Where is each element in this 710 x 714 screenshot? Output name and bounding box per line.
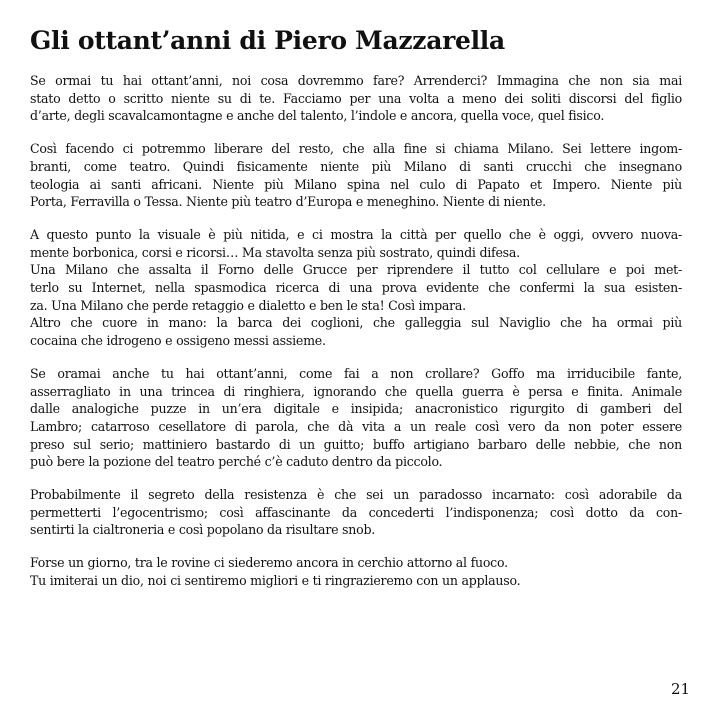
text-line: sentirti la cialtroneria e così popolano da risultare snob. xyxy=(30,522,376,538)
text-line: branti, come teatro. Quindi fisicamente niente più Milano di santi crucchi che insegnano xyxy=(30,158,682,174)
text-line: può bere la pozione del teatro perché c’è caduto dentro da piccolo. xyxy=(30,454,443,470)
text-line: za. Una Milano che perde retaggio e dialetto e ben le sta! Così impara. xyxy=(30,297,466,313)
text-line: cocaina che idrogeno e ossigeno messi assieme. xyxy=(30,333,326,349)
text-line: Una Milano che assalta il Forno delle Grucce per riprendere il tutto col cellulare e poi met- xyxy=(30,262,682,278)
text-line: Altro che cuore in mano: la barca dei coglioni, che galleggia sul Naviglio che ha ormai più xyxy=(30,315,682,331)
paragraph-1 xyxy=(30,72,682,125)
text-line: mente borbonica, corsi e ricorsi… Ma stavolta senza più sostrato, quindi difesa. xyxy=(30,244,520,260)
text-line: Se oramai anche tu hai ottant’anni, come fai a non crollare? Goffo ma irriducibile fante, xyxy=(30,365,682,381)
text-line: Probabilmente il segreto della resistenza è che sei un paradosso incarnato: così adorabile da xyxy=(30,487,682,503)
text-line: Lambro; catarroso cesellatore di parola, che dà vita a un reale così vero da non poter essere xyxy=(30,418,682,434)
text-line: stato detto o scritto niente su di te. Facciamo per una volta a meno dei soliti discorsi del figlio xyxy=(30,90,682,106)
text-line: Forse un giorno, tra le rovine ci siederemo ancora in cerchio attorno al fuoco. xyxy=(30,555,508,571)
paragraph-6 xyxy=(30,554,682,589)
paragraph-5 xyxy=(30,486,682,539)
text-line: asserragliato in una trincea di ringhiera, ignorando che quella guerra è persa e finita. Animale xyxy=(30,383,682,399)
paragraph-2 xyxy=(30,140,682,211)
text-line: permetterti l’egocentrismo; così affascinante da concederti l’indisponenza; così dotto da con- xyxy=(30,504,682,520)
paragraph-3 xyxy=(30,226,682,350)
text-line: Tu imiterai un dio, noi ci sentiremo migliori e ti ringrazieremo con un applauso. xyxy=(30,572,521,588)
article-body xyxy=(30,72,682,605)
page-number: 21 xyxy=(671,680,691,698)
text-line: Se ormai tu hai ottant’anni, noi cosa dovremmo fare? Arrenderci? Immagina che non sia mai xyxy=(30,73,682,88)
text-line: A questo punto la visuale è più nitida, e ci mostra la città per quello che è oggi, ovvero nuova- xyxy=(30,226,682,242)
text-line: Porta, Ferravilla o Tessa. Niente più teatro d’Europa e meneghino. Niente di niente. xyxy=(30,194,546,210)
text-line: Così facendo ci potremmo liberare del resto, che alla fine si chiama Milano. Sei lettere ingom- xyxy=(30,141,682,157)
text-line: terlo su Internet, nella spasmodica ricerca di una prova evidente che confermi la sua esisten- xyxy=(30,280,682,296)
page-title: Gli ottant’anni di Piero Mazzarella xyxy=(30,26,505,55)
text-line: teologia ai santi africani. Niente più Milano spina nel culo di Papato et Impero. Niente più xyxy=(30,176,682,192)
text-line: preso sul serio; mattiniero bastardo di un guitto; buffo artigiano barbaro delle nebbie, che non xyxy=(30,436,682,452)
paragraph-4 xyxy=(30,365,682,471)
text-line: dalle analogiche puzze in un’era digitale e insipida; anacronistico rigurgito di gamberi del xyxy=(30,401,682,417)
text-line: d’arte, degli scavalcamontagne e anche del talento, l’indole e ancora, quella voce, quel fisico. xyxy=(30,108,605,124)
